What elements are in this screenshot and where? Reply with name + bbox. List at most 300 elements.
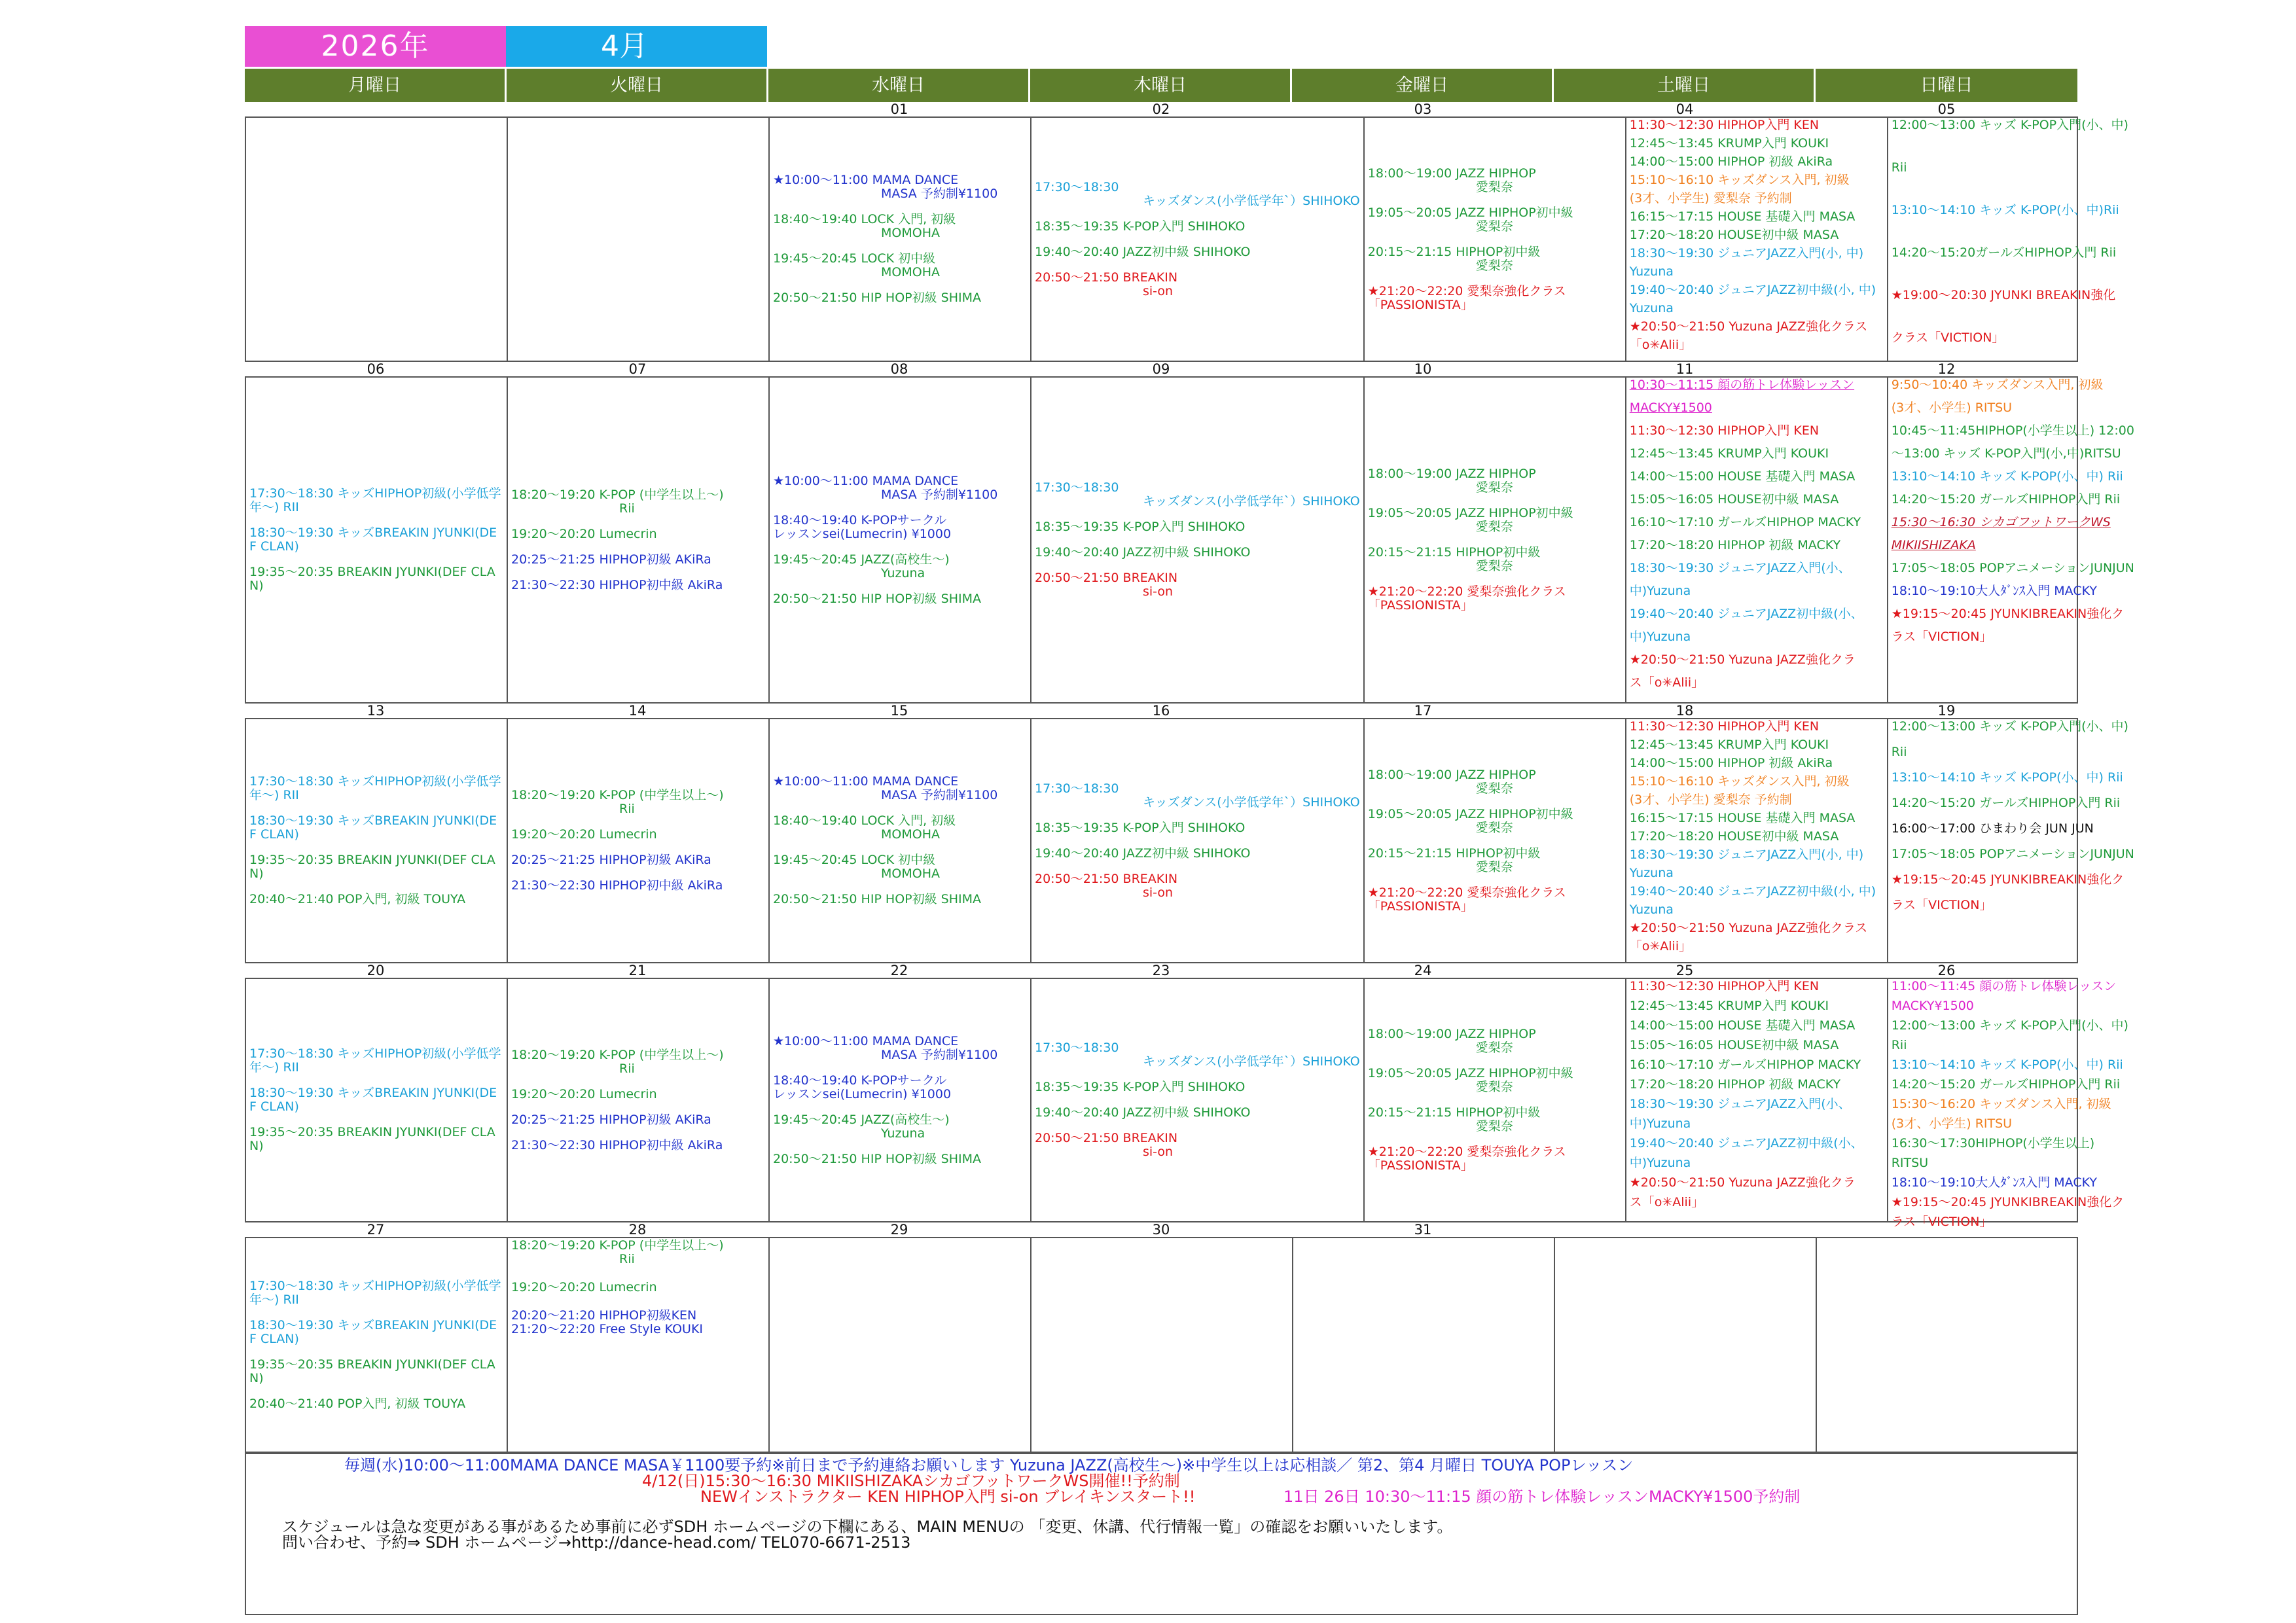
class-entry: Rii <box>619 1061 635 1076</box>
day-cells <box>245 978 2128 1229</box>
date-number: 05 <box>1937 101 1956 117</box>
day-cells <box>245 718 2134 963</box>
class-entry: 20:50～21:50 HIP HOP初級 SHIMA <box>773 291 982 305</box>
class-entry: 13:10～14:10 キッズ K-POP(小、中)Rii <box>1891 203 2119 217</box>
date-number: 28 <box>628 1222 647 1238</box>
weekday-fri: 金曜日 <box>1292 69 1554 102</box>
class-entry: 18:00～19:00 JAZZ HIPHOP <box>1367 166 1536 181</box>
date-number: 29 <box>890 1222 908 1238</box>
class-entry: MASA 予約制¥1100 <box>881 788 998 802</box>
class-entry: 18:00～19:00 JAZZ HIPHOP <box>1367 767 1536 782</box>
date-number <box>1816 1222 2077 1237</box>
date-number: 13 <box>367 703 385 719</box>
class-entry: 20:25～21:25 HIPHOP初級 AKiRa <box>511 1112 711 1127</box>
class-entry: 17:05～18:05 POPアニメーションJUNJUN <box>1891 847 2134 861</box>
class-entry: ラス「VICTION」 <box>1891 1215 1992 1229</box>
class-entry: 中)Yuzuna <box>1629 630 1691 644</box>
class-entry: 「o✳Alii」 <box>1629 338 1692 352</box>
week-row <box>245 101 2128 362</box>
date-number: 20 <box>367 963 385 978</box>
class-entry: MASA 予約制¥1100 <box>881 487 998 502</box>
class-entry: 17:30～18:30 キッズHIPHOP初級(小学低学年～) RII <box>249 486 501 514</box>
date-number: 06 <box>367 361 385 377</box>
class-entry: 18:20～19:20 K-POP (中学生以上～) <box>511 788 724 802</box>
class-entry: Yuzuna <box>1629 264 1674 279</box>
class-entry: 16:15～17:15 HOUSE 基礎入門 MASA <box>1629 811 1856 825</box>
class-entry: Yuzuna <box>1629 301 1674 315</box>
class-entry: 18:35～19:35 K-POP入門 SHIHOKO <box>1035 820 1246 835</box>
class-entry: 17:20～18:20 HIPHOP 初級 MACKY <box>1629 1077 1841 1092</box>
class-entry: 18:20～19:20 K-POP (中学生以上～) <box>511 487 724 502</box>
class-entry: 20:50～21:50 BREAKIN <box>1035 270 1178 285</box>
date-number: 17 <box>1414 703 1432 719</box>
class-entry: 17:30～18:30 キッズHIPHOP初級(小学低学年～) RII <box>249 774 501 802</box>
weekday-thu: 木曜日 <box>1030 69 1292 102</box>
day-cell-thu <box>1031 118 1365 361</box>
class-entry: 16:30～17:30HIPHOP(小学生以上) <box>1891 1136 2095 1150</box>
class-entry: 18:40～19:40 K-POPサークル <box>773 512 947 527</box>
day-cell-fri <box>1365 719 1626 962</box>
day-cell-thu <box>1031 979 1365 1221</box>
day-cell-fri <box>1365 378 1626 702</box>
class-entry: 13:10～14:10 キッズ K-POP(小、中) Rii <box>1891 1058 2123 1072</box>
class-entry: 12:45～13:45 KRUMP入門 KOUKI <box>1629 738 1829 752</box>
class-entry: 11:30～12:30 HIPHOP入門 KEN <box>1629 423 1820 438</box>
class-entry: キッズダンス(小学低学年`）SHIHOKO <box>1143 1054 1360 1069</box>
day-cell-sat <box>1555 1238 1817 1452</box>
class-entry: 愛梨奈 <box>1475 480 1513 495</box>
day-cells <box>245 376 2134 704</box>
class-entry: 13:10～14:10 キッズ K-POP(小、中) Rii <box>1891 469 2123 484</box>
class-entry: 16:00～17:00 ひまわり会 JUN JUN <box>1891 821 2094 836</box>
day-cell-thu <box>1031 378 1365 702</box>
featured-class-entry: ★19:00～20:30 JYUNKI BREAKIN強化 <box>1891 288 2116 302</box>
class-entry: MOMOHA <box>881 866 940 881</box>
class-entry: 愛梨奈 <box>1475 1080 1513 1094</box>
class-entry: RITSU <box>1891 1156 1929 1170</box>
day-cell-thu <box>1031 719 1365 962</box>
featured-class-entry: ★21:20～22:20 愛梨奈強化クラス <box>1367 885 1566 900</box>
day-cell-tue <box>508 1238 770 1452</box>
class-entry: 12:00～13:00 キッズ K-POP入門(小、中) <box>1891 1018 2128 1033</box>
class-entry: 19:40～20:40 JAZZ初中級 SHIHOKO <box>1035 545 1251 560</box>
date-number: 03 <box>1414 101 1432 117</box>
class-entry: ～13:00 キッズ K-POP入門(小,中)RITSU <box>1891 446 2121 461</box>
class-entry: 18:35～19:35 K-POP入門 SHIHOKO <box>1035 219 1246 234</box>
class-entry: 18:10～19:10大人ﾀﾞﾝｽ入門 MACKY <box>1891 584 2097 598</box>
notes-panel <box>245 1453 2078 1615</box>
class-entry: 12:00～13:00 キッズ K-POP入門(小、中) <box>1891 118 2128 132</box>
weekday-tue: 火曜日 <box>507 69 768 102</box>
class-entry: レッスンsei(Lumecrin) ¥1000 <box>773 1086 952 1101</box>
featured-class-entry: ★20:50～21:50 Yuzuna JAZZ強化クラス <box>1629 319 1868 334</box>
class-entry: 14:20～15:20 ガールズHIPHOP入門 Rii <box>1891 492 2121 507</box>
class-entry: 18:00～19:00 JAZZ HIPHOP <box>1367 467 1536 481</box>
week-row <box>245 963 2128 1229</box>
class-entry: Rii <box>1891 1038 1907 1052</box>
day-cell-sat <box>1626 719 1888 962</box>
class-entry: 「PASSIONISTA」 <box>1367 297 1473 312</box>
class-entry: 20:25～21:25 HIPHOP初級 AKiRa <box>511 853 711 867</box>
class-entry: 16:15～17:15 HOUSE 基礎入門 MASA <box>1629 209 1856 224</box>
day-cell-sat <box>1626 378 1888 702</box>
featured-class-entry: ★21:20～22:20 愛梨奈強化クラス <box>1367 584 1566 599</box>
year-label: 2026年 <box>245 26 506 67</box>
week-row <box>245 361 2134 704</box>
day-cell-tue <box>508 118 770 361</box>
day-cell-mon <box>246 118 508 361</box>
class-entry: Rii <box>1891 160 1907 175</box>
day-cell-wed <box>770 719 1031 962</box>
day-cell-wed <box>770 378 1031 702</box>
date-number <box>1554 1222 1816 1237</box>
featured-class-entry: ★10:00～11:00 MAMA DANCE <box>773 1033 959 1048</box>
date-number-row <box>245 102 2078 116</box>
day-cell-sun <box>1888 979 2148 1229</box>
date-number: 14 <box>628 703 647 719</box>
note-weekly: 毎週(水)10:00～11:00MAMA DANCE MASA￥1100要予約※前日まで予約連絡お願いします Yuzuna JAZZ(高校生～)※中学生以上は応相談／ 第2、第4 月曜日 TOUYA POPレッスン <box>344 1456 1634 1474</box>
class-entry: 19:05～20:05 JAZZ HIPHOP初中級 <box>1367 205 1573 220</box>
date-number: 07 <box>628 361 647 377</box>
class-entry: (3才、小学生) 愛梨奈 予約制 <box>1629 191 1792 205</box>
class-entry: レッスンsei(Lumecrin) ¥1000 <box>773 526 952 541</box>
class-entry: 「PASSIONISTA」 <box>1367 1158 1473 1173</box>
featured-class-entry: ★21:20～22:20 愛梨奈強化クラス <box>1367 283 1566 298</box>
class-entry: 中)Yuzuna <box>1629 1156 1691 1170</box>
date-number: 11 <box>1676 361 1694 377</box>
class-entry: 11:00～11:45 顔の筋トレ体験レッスン <box>1891 979 2117 993</box>
featured-class-entry: ★20:50～21:50 Yuzuna JAZZ強化クラス <box>1629 921 1868 935</box>
date-number: 10 <box>1414 361 1432 377</box>
class-entry: キッズダンス(小学低学年`）SHIHOKO <box>1143 193 1360 208</box>
class-entry: 18:40～19:40 K-POPサークル <box>773 1073 947 1088</box>
class-entry: 18:30～19:30 キッズBREAKIN JYUNKI(DEF CLAN) <box>249 1317 497 1346</box>
class-entry: 19:20～20:20 Lumecrin <box>511 1280 657 1294</box>
class-entry: 16:10～17:10 ガールズHIPHOP MACKY <box>1629 1058 1861 1072</box>
class-entry: 19:40～20:40 ジュニアJAZZ初中級(小, 中) <box>1629 283 1876 297</box>
class-entry: 13:10～14:10 キッズ K-POP(小、中) Rii <box>1891 770 2123 785</box>
date-number: 08 <box>890 361 908 377</box>
class-entry: 12:45～13:45 KRUMP入門 KOUKI <box>1629 136 1829 151</box>
class-entry: 15:05～16:05 HOUSE初中級 MASA <box>1629 492 1839 507</box>
weekday-wed: 水曜日 <box>768 69 1030 102</box>
class-entry: 20:15～21:15 HIPHOP初中級 <box>1367 1105 1541 1120</box>
class-entry: 20:50～21:50 HIP HOP初級 SHIMA <box>773 892 982 906</box>
day-cell-sun <box>1888 719 2148 962</box>
day-cell-wed <box>770 979 1031 1221</box>
date-number: 12 <box>1937 361 1956 377</box>
class-entry: 愛梨奈 <box>1475 1119 1513 1133</box>
class-entry: 10:45～11:45HIPHOP(小学生以上) 12:00 <box>1891 423 2134 438</box>
class-entry: 19:40～20:40 JAZZ初中級 SHIHOKO <box>1035 846 1251 861</box>
class-entry: 14:20～15:20 ガールズHIPHOP入門 Rii <box>1891 1077 2121 1092</box>
day-cell-wed <box>770 118 1031 361</box>
class-entry: Yuzuna <box>1629 866 1674 880</box>
class-entry: si-on <box>1143 1145 1174 1159</box>
class-entry: 18:30～19:30 キッズBREAKIN JYUNKI(DEF CLAN) <box>249 526 497 554</box>
class-entry: 14:00～15:00 HOUSE 基礎入門 MASA <box>1629 469 1856 484</box>
date-number: 30 <box>1152 1222 1170 1238</box>
class-entry: MACKY¥1500 <box>1629 401 1712 415</box>
class-entry: 18:30～19:30 ジュニアJAZZ入門(小, 中) <box>1629 847 1864 862</box>
date-number: 04 <box>1676 101 1694 117</box>
class-entry: (3才、小学生) RITSU <box>1891 401 2013 415</box>
class-entry: 11:30～12:30 HIPHOP入門 KEN <box>1629 118 1820 132</box>
class-entry: 12:45～13:45 KRUMP入門 KOUKI <box>1629 999 1829 1013</box>
day-cell-sat <box>1626 979 1888 1221</box>
day-cell-mon <box>246 378 508 702</box>
class-entry: 愛梨奈 <box>1475 859 1513 874</box>
class-entry: 20:40～21:40 POP入門, 初級 TOUYA <box>249 892 466 906</box>
class-entry: クラス「VICTION」 <box>1891 330 2005 345</box>
month-label: 4月 <box>506 26 767 67</box>
featured-class-entry: ★19:15～20:45 JYUNKIBREAKIN強化ク <box>1891 1195 2125 1209</box>
class-entry: 11:30～12:30 HIPHOP入門 KEN <box>1629 719 1820 734</box>
class-entry: Yuzuna <box>1629 902 1674 917</box>
day-cell-mon <box>246 719 508 962</box>
class-entry: 14:20～15:20 ガールズHIPHOP入門 Rii <box>1891 796 2121 810</box>
class-entry: 20:15～21:15 HIPHOP初中級 <box>1367 545 1541 560</box>
class-entry: ラス「VICTION」 <box>1891 630 1992 644</box>
day-cell-fri <box>1365 979 1626 1221</box>
featured-class-entry: ★19:15～20:45 JYUNKIBREAKIN強化ク <box>1891 872 2125 887</box>
class-entry: Yuzuna <box>881 1126 925 1141</box>
class-entry: Rii <box>619 1252 635 1266</box>
featured-class-entry: ★10:00～11:00 MAMA DANCE <box>773 774 959 789</box>
class-entry: 愛梨奈 <box>1475 559 1513 573</box>
class-entry: 9:50～10:40 キッズダンス入門, 初級 <box>1891 378 2104 392</box>
day-cell-mon <box>246 1238 508 1452</box>
class-entry: 19:05～20:05 JAZZ HIPHOP初中級 <box>1367 806 1573 821</box>
class-entry: MOMOHA <box>881 265 940 279</box>
class-entry: 21:30～22:30 HIPHOP初中級 AkiRa <box>511 577 723 592</box>
class-entry: 18:40～19:40 LOCK 入門, 初級 <box>773 813 956 828</box>
class-entry: 愛梨奈 <box>1475 1041 1513 1055</box>
class-entry: MOMOHA <box>881 827 940 842</box>
note-face-lesson: 11日 26日 10:30～11:15 顔の筋トレ体験レッスンMACKY¥1500予約制 <box>1283 1488 1801 1506</box>
weekday-sun: 日曜日 <box>1816 69 2077 102</box>
class-entry: 18:30～19:30 キッズBREAKIN JYUNKI(DEF CLAN) <box>249 813 497 842</box>
class-entry: 愛梨奈 <box>1475 520 1513 534</box>
class-entry: 19:45～20:45 LOCK 初中級 <box>773 251 936 266</box>
class-entry: 18:35～19:35 K-POP入門 SHIHOKO <box>1035 1080 1246 1094</box>
weekday-sat: 土曜日 <box>1554 69 1816 102</box>
class-entry: 19:20～20:20 Lumecrin <box>511 526 657 541</box>
day-cells <box>245 116 2128 362</box>
class-entry: 20:50～21:50 BREAKIN <box>1035 571 1178 585</box>
class-entry: MIKIISHIZAKA <box>1891 538 1976 552</box>
featured-class-entry: ★10:00～11:00 MAMA DANCE <box>773 473 959 488</box>
class-entry: 19:45～20:45 JAZZ(高校生～) <box>773 1112 950 1127</box>
day-cell-tue <box>508 719 770 962</box>
class-entry: 19:35～20:35 BREAKIN JYUNKI(DEF CLAN) <box>249 853 495 881</box>
day-cells <box>245 1237 2078 1453</box>
note-schedule-change: スケジュールは急な変更がある事があるため事前に必ずSDH ホームページの下欄にある、MAIN MENUの 「変更、休講、代行情報一覧」の確認をお願いいたします。 <box>282 1518 1453 1536</box>
day-cell-sat <box>1626 118 1888 361</box>
featured-class-entry: ★21:20～22:20 愛梨奈強化クラス <box>1367 1145 1566 1159</box>
class-entry: 19:35～20:35 BREAKIN JYUNKI(DEF CLAN) <box>249 1357 495 1385</box>
day-cell-wed <box>770 1238 1031 1452</box>
class-entry: 17:30～18:30 <box>1035 1041 1119 1055</box>
class-entry: MASA 予約制¥1100 <box>881 1047 998 1062</box>
day-cell-sun <box>1888 118 2148 361</box>
class-entry: 20:15～21:15 HIPHOP初中級 <box>1367 846 1541 861</box>
class-entry: 18:30～19:30 ジュニアJAZZ入門(小、 <box>1629 1097 1851 1111</box>
class-entry: 愛梨奈 <box>1475 179 1513 194</box>
week-row <box>245 1222 2078 1453</box>
class-entry: Rii <box>619 501 635 516</box>
class-entry: si-on <box>1143 584 1174 599</box>
class-entry: 14:20～15:20ガールズHIPHOP入門 Rii <box>1891 245 2117 260</box>
class-entry: 20:50～21:50 HIP HOP初級 SHIMA <box>773 591 982 606</box>
day-cell-fri <box>1365 118 1626 361</box>
class-entry: 19:40～20:40 JAZZ初中級 SHIHOKO <box>1035 244 1251 259</box>
class-entry: 愛梨奈 <box>1475 258 1513 273</box>
date-number: 02 <box>1152 101 1170 117</box>
class-entry: 11:30～12:30 HIPHOP入門 KEN <box>1629 979 1820 993</box>
class-entry: ス「o✳Alii」 <box>1629 675 1704 690</box>
class-entry: 「PASSIONISTA」 <box>1367 899 1473 914</box>
date-number: 15 <box>890 703 908 719</box>
class-entry: 19:35～20:35 BREAKIN JYUNKI(DEF CLAN) <box>249 1125 495 1153</box>
class-entry: 16:10～17:10 ガールズHIPHOP MACKY <box>1629 515 1861 529</box>
featured-class-entry: ★20:50～21:50 Yuzuna JAZZ強化クラ <box>1629 652 1856 667</box>
class-entry: 17:30～18:30 キッズHIPHOP初級(小学低学年～) RII <box>249 1278 501 1307</box>
class-entry: 中)Yuzuna <box>1629 584 1691 598</box>
class-entry: 12:00～13:00 キッズ K-POP入門(小、中) <box>1891 719 2128 734</box>
class-entry: キッズダンス(小学低学年`）SHIHOKO <box>1143 494 1360 508</box>
class-entry: 18:20～19:20 K-POP (中学生以上～) <box>511 1238 724 1253</box>
class-entry: (3才、小学生) RITSU <box>1891 1116 2013 1131</box>
date-number-row <box>245 963 2078 978</box>
class-entry: 21:20～22:20 Free Style KOUKI <box>511 1322 704 1336</box>
class-entry: 19:45～20:45 JAZZ(高校生～) <box>773 552 950 567</box>
class-entry: 14:00～15:00 HIPHOP 初級 AkiRa <box>1629 756 1833 770</box>
class-entry: Yuzuna <box>881 565 925 580</box>
class-entry: 17:05～18:05 POPアニメーションJUNJUN <box>1891 561 2134 575</box>
class-entry: 18:00～19:00 JAZZ HIPHOP <box>1367 1027 1536 1041</box>
class-entry: 愛梨奈 <box>1475 820 1513 835</box>
class-entry: 20:50～21:50 BREAKIN <box>1035 871 1178 886</box>
class-entry: 19:35～20:35 BREAKIN JYUNKI(DEF CLAN) <box>249 565 495 593</box>
class-entry: 20:50～21:50 BREAKIN <box>1035 1131 1178 1145</box>
class-entry: 20:40～21:40 POP入門, 初級 TOUYA <box>249 1396 466 1411</box>
class-entry: 19:05～20:05 JAZZ HIPHOP初中級 <box>1367 1066 1573 1080</box>
class-entry: 20:25～21:25 HIPHOP初級 AKiRa <box>511 552 711 567</box>
featured-class-entry: ★20:50～21:50 Yuzuna JAZZ強化クラ <box>1629 1175 1856 1190</box>
class-entry: 15:10～16:10 キッズダンス入門, 初級 <box>1629 774 1850 789</box>
date-number: 24 <box>1414 963 1432 978</box>
class-entry: 17:30～18:30 キッズHIPHOP初級(小学低学年～) RII <box>249 1046 501 1075</box>
day-cell-mon <box>246 979 508 1221</box>
class-entry: 「o✳Alii」 <box>1629 939 1692 954</box>
note-workshop: 4/12(日)15:30～16:30 MIKIISHIZAKAシカゴフットワークWS開催!!予約制 <box>642 1472 1180 1490</box>
featured-class-entry: ★10:00～11:00 MAMA DANCE <box>773 173 959 187</box>
day-cell-thu <box>1031 1238 1293 1452</box>
class-entry: 14:00～15:00 HOUSE 基礎入門 MASA <box>1629 1018 1856 1033</box>
class-entry: 12:45～13:45 KRUMP入門 KOUKI <box>1629 446 1829 461</box>
class-entry: 18:35～19:35 K-POP入門 SHIHOKO <box>1035 520 1246 534</box>
class-entry: Rii <box>1891 745 1907 759</box>
weekday-mon: 月曜日 <box>245 69 507 102</box>
class-entry: 17:20～18:20 HOUSE初中級 MASA <box>1629 228 1839 242</box>
class-entry: 17:30～18:30 <box>1035 179 1119 194</box>
class-entry: ス「o✳Alii」 <box>1629 1195 1704 1209</box>
class-entry: 20:15～21:15 HIPHOP初中級 <box>1367 244 1541 259</box>
note-contact: 問い合わせ、予約⇒ SDH ホームページ→http://dance-head.com/ TEL070-6671-2513 <box>282 1533 911 1552</box>
class-entry: MASA 予約制¥1100 <box>881 187 998 201</box>
day-cell-fri <box>1293 1238 1555 1452</box>
date-number: 16 <box>1152 703 1170 719</box>
class-entry: 18:40～19:40 LOCK 入門, 初級 <box>773 212 956 226</box>
class-entry: si-on <box>1143 885 1174 900</box>
date-number: 18 <box>1676 703 1694 719</box>
date-number <box>507 102 768 116</box>
week-row <box>245 703 2134 963</box>
note-new-instructor: NEWインストラクター KEN HIPHOP入門 si-on ブレイキンスタート!! <box>700 1488 1196 1506</box>
class-entry: MACKY¥1500 <box>1891 999 1974 1013</box>
class-entry: 17:20～18:20 HIPHOP 初級 MACKY <box>1629 538 1841 552</box>
class-entry: 17:20～18:20 HOUSE初中級 MASA <box>1629 829 1839 844</box>
class-entry: 19:40～20:40 JAZZ初中級 SHIHOKO <box>1035 1105 1251 1120</box>
day-cell-tue <box>508 378 770 702</box>
date-number: 31 <box>1414 1222 1432 1238</box>
date-number: 01 <box>890 101 908 117</box>
date-number-row <box>245 704 2078 718</box>
date-number-row <box>245 1222 2078 1237</box>
date-number: 22 <box>890 963 908 978</box>
class-entry: 19:20～20:20 Lumecrin <box>511 827 657 842</box>
class-entry: 17:30～18:30 <box>1035 781 1119 796</box>
date-number: 27 <box>367 1222 385 1238</box>
class-entry: 21:30～22:30 HIPHOP初中級 AkiRa <box>511 1137 723 1152</box>
date-number: 21 <box>628 963 647 978</box>
date-number: 23 <box>1152 963 1170 978</box>
class-entry: 15:30～16:30 シカゴフットワークWS <box>1891 515 2111 529</box>
class-entry: Rii <box>619 802 635 816</box>
class-entry: 18:20～19:20 K-POP (中学生以上～) <box>511 1047 724 1062</box>
class-entry: 愛梨奈 <box>1475 781 1513 796</box>
class-entry: 21:30～22:30 HIPHOP初中級 AkiRa <box>511 878 723 893</box>
date-number-row <box>245 362 2078 376</box>
date-number <box>245 102 507 116</box>
day-cell-sun <box>1817 1238 2077 1452</box>
class-entry: 「PASSIONISTA」 <box>1367 598 1473 613</box>
class-entry: 18:30～19:30 キッズBREAKIN JYUNKI(DEF CLAN) <box>249 1086 497 1114</box>
class-entry: 17:30～18:30 <box>1035 480 1119 495</box>
class-entry: (3才、小学生) 愛梨奈 予約制 <box>1629 793 1792 807</box>
date-number: 26 <box>1937 963 1956 978</box>
class-entry: 20:50～21:50 HIP HOP初級 SHIMA <box>773 1151 982 1166</box>
class-entry: 19:45～20:45 LOCK 初中級 <box>773 853 936 867</box>
class-entry: 14:00～15:00 HIPHOP 初級 AkiRa <box>1629 154 1833 169</box>
class-entry: 15:10～16:10 キッズダンス入門, 初級 <box>1629 173 1850 187</box>
class-entry: 中)Yuzuna <box>1629 1116 1691 1131</box>
class-entry: 19:20～20:20 Lumecrin <box>511 1086 657 1101</box>
class-entry: ラス「VICTION」 <box>1891 898 1992 912</box>
featured-class-entry: ★19:15～20:45 JYUNKIBREAKIN強化ク <box>1891 607 2125 621</box>
class-entry: キッズダンス(小学低学年`）SHIHOKO <box>1143 794 1360 810</box>
class-entry: MOMOHA <box>881 226 940 240</box>
date-number: 19 <box>1937 703 1956 719</box>
day-cell-tue <box>508 979 770 1221</box>
class-entry: 愛梨奈 <box>1475 219 1513 234</box>
class-entry: 19:40～20:40 ジュニアJAZZ初中級(小, 中) <box>1629 884 1876 899</box>
class-entry: si-on <box>1143 283 1174 298</box>
day-cell-sun <box>1888 378 2148 702</box>
class-entry: 10:30～11:15 顔の筋トレ体験レッスン <box>1629 378 1855 392</box>
class-entry: 18:10～19:10大人ﾀﾞﾝｽ入門 MACKY <box>1891 1175 2097 1190</box>
